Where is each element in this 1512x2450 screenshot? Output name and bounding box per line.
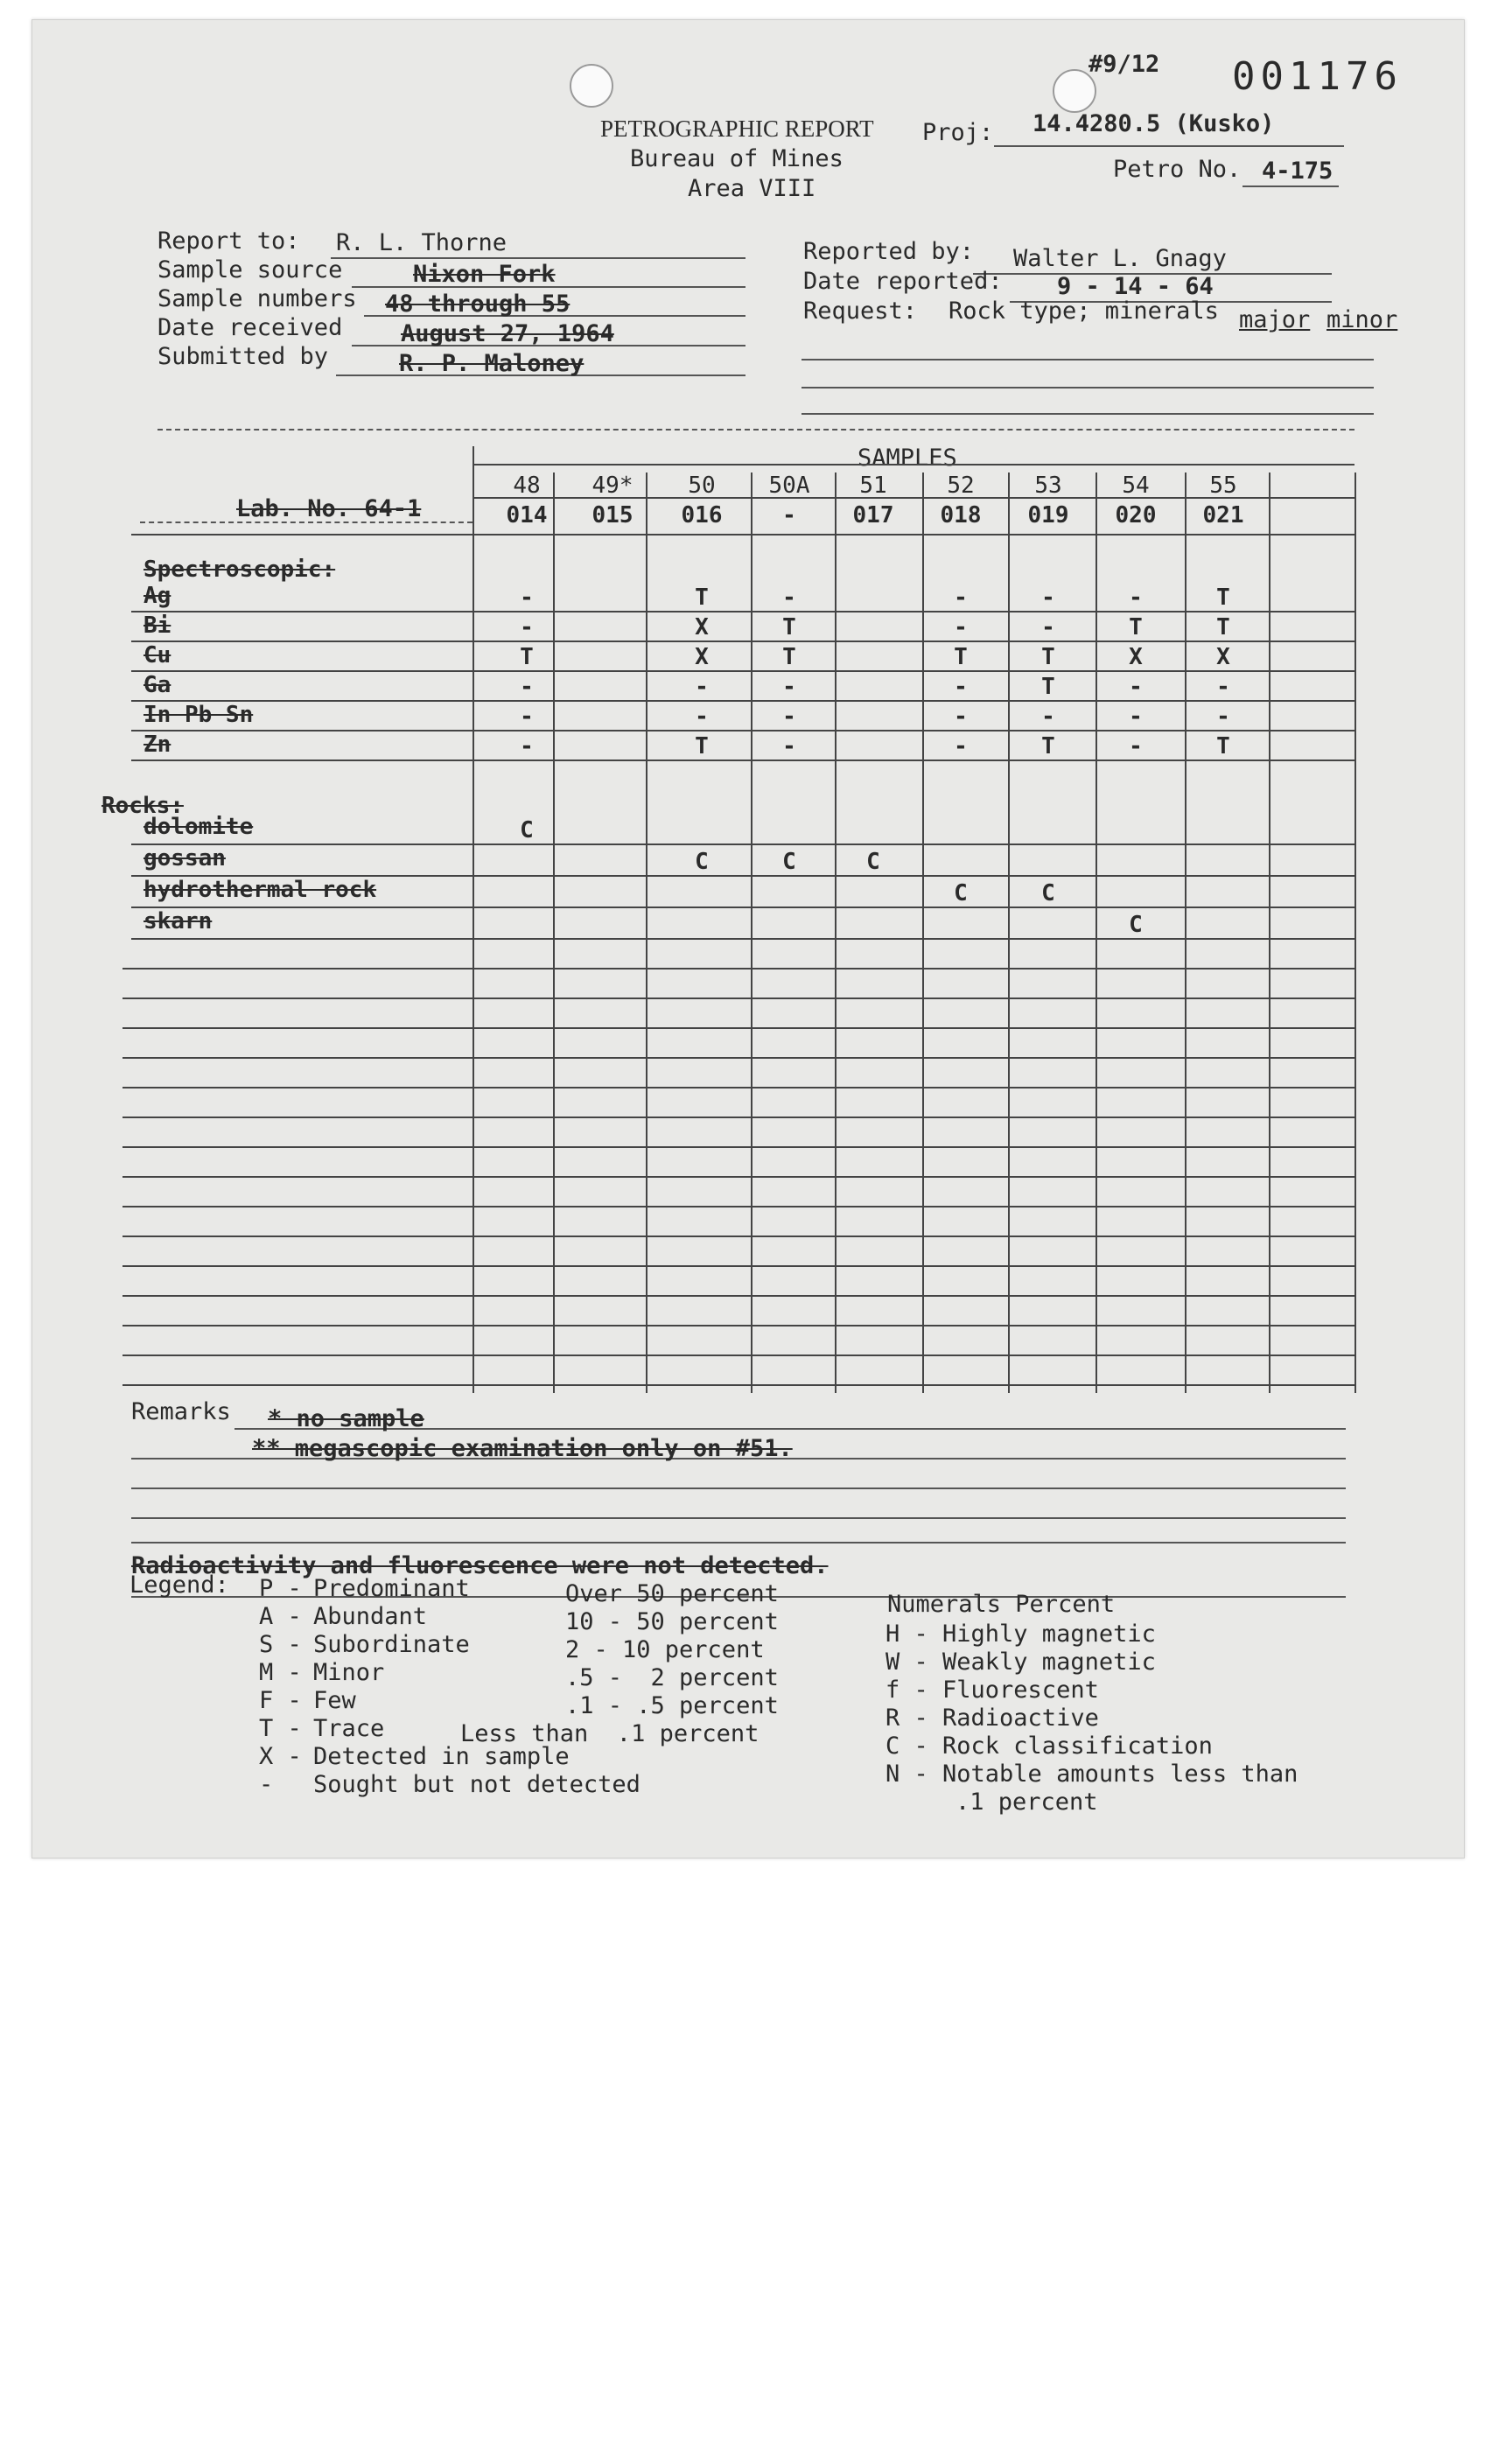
table-cell: C — [520, 817, 534, 844]
date-reported-value: 9 - 14 - 64 — [1057, 273, 1214, 300]
table-row-line — [122, 1325, 1354, 1326]
report-to-value: R. L. Thorne — [336, 229, 508, 256]
request-label: Request: — [803, 298, 918, 325]
table-row-line — [131, 670, 1354, 672]
table-cell: - — [1129, 584, 1143, 611]
table-cell: T — [1041, 674, 1055, 700]
spectro-row-label: In Pb Sn — [144, 702, 254, 728]
document-number: 001176 — [1232, 54, 1403, 99]
report-title: PETROGRAPHIC REPORT — [600, 116, 874, 142]
table-row-line — [122, 998, 1354, 999]
table-cell: - — [520, 674, 534, 700]
column-lab-number: 019 — [1027, 502, 1069, 528]
table-cell: - — [954, 614, 968, 640]
remark-line-3: Radioactivity and fluorescence were not detected. — [131, 1552, 829, 1579]
rock-row-label: dolomite — [144, 814, 254, 840]
table-cell: X — [695, 614, 709, 640]
legend-right-item: f - Fluorescent — [886, 1676, 1099, 1704]
table-cell: X — [695, 644, 709, 670]
request-value: Rock type; minerals — [948, 298, 1219, 325]
legend-range: 10 - 50 percent — [565, 1608, 779, 1635]
table-cell: X — [1129, 644, 1143, 670]
table-cell: T — [695, 733, 709, 760]
remark-line-1: * no sample — [268, 1405, 424, 1432]
legend-name: Few — [313, 1687, 356, 1714]
legend-name: Predominant — [313, 1575, 470, 1602]
table-cell: - — [1041, 584, 1055, 611]
table-cell: C — [1041, 880, 1055, 906]
legend-name: Minor — [313, 1659, 385, 1686]
table-cell: - — [782, 674, 796, 700]
table-cell: T — [954, 644, 968, 670]
table-cell: - — [782, 584, 796, 611]
report-to-label: Report to: — [158, 228, 300, 255]
table-row-line — [122, 1206, 1354, 1208]
date-reported-label: Date reported: — [803, 268, 1003, 295]
table-cell: - — [695, 704, 709, 730]
submitted-label: Submitted by — [158, 343, 329, 370]
table-cell: - — [520, 614, 534, 640]
table-cell: T — [695, 584, 709, 611]
column-sample-number: 51 — [859, 472, 887, 499]
column-lab-number: 021 — [1202, 502, 1244, 528]
table-row-line — [122, 1057, 1354, 1059]
table-cell: - — [954, 733, 968, 760]
table-cell: - — [782, 704, 796, 730]
legend-name: Sought but not detected — [313, 1771, 640, 1798]
table-cell: - — [954, 704, 968, 730]
table-cell: T — [782, 614, 796, 640]
column-lab-number: 015 — [592, 502, 634, 528]
table-cell: - — [1216, 704, 1230, 730]
table-row-line — [122, 1027, 1354, 1029]
rock-row-label: gossan — [144, 845, 226, 872]
table-cell: - — [1216, 674, 1230, 700]
column-sample-number: 54 — [1122, 472, 1150, 499]
legend-name: Subordinate — [313, 1631, 470, 1658]
numbers-value: 48 through 55 — [385, 290, 570, 318]
rock-row-label: hydrothermal rock — [144, 877, 377, 903]
table-row-line — [131, 640, 1354, 642]
legend-range: .1 - .5 percent — [565, 1692, 779, 1719]
reported-by-label: Reported by: — [803, 238, 975, 265]
table-cell: T — [1129, 614, 1143, 640]
table-row-line — [122, 1087, 1354, 1088]
legend-name: Detected in sample — [313, 1743, 570, 1770]
spectro-row-label: Ag — [144, 583, 172, 609]
table-cell: C — [695, 849, 709, 875]
remarks-label: Remarks — [131, 1398, 231, 1425]
table-cell: T — [1216, 614, 1230, 640]
source-value: Nixon Fork — [413, 261, 556, 288]
table-cell: X — [1216, 644, 1230, 670]
spectro-row-label: Bi — [144, 612, 172, 639]
legend-range: Less than .1 percent — [460, 1720, 760, 1747]
table-row-line — [131, 534, 1354, 536]
table-cell: C — [782, 849, 796, 875]
spectro-row-label: Cu — [144, 642, 172, 668]
legend-right-item: W - Weakly magnetic — [886, 1648, 1156, 1676]
table-cell: T — [782, 644, 796, 670]
legend-name: Trace — [313, 1715, 385, 1742]
table-row-line — [122, 1354, 1354, 1356]
legend-code: F - — [259, 1687, 302, 1714]
source-label: Sample source — [158, 256, 343, 284]
table-cell: T — [1216, 584, 1230, 611]
legend-code: S - — [259, 1631, 302, 1658]
legend-code: M - — [259, 1659, 302, 1686]
legend-code: A - — [259, 1603, 302, 1630]
table-cell: - — [954, 674, 968, 700]
proj-label: Proj: — [922, 119, 994, 146]
legend-range: Over 50 percent — [565, 1580, 779, 1607]
lab-number-label: Lab. No. 64-1 — [236, 495, 422, 522]
legend-right-item: R - Radioactive — [886, 1704, 1099, 1732]
column-sample-number: 53 — [1034, 472, 1062, 499]
table-cell: - — [1041, 704, 1055, 730]
table-cell: - — [1129, 704, 1143, 730]
table-row-line — [122, 1384, 1354, 1386]
table-row-line — [122, 1176, 1354, 1178]
table-row-line — [122, 968, 1354, 970]
legend-name: Abundant — [313, 1603, 428, 1630]
spectroscopic-label: Spectroscopic: — [144, 556, 336, 583]
proj-value: 14.4280.5 (Kusko) — [1032, 110, 1275, 137]
legend-right-item: H - Highly magnetic — [886, 1620, 1156, 1648]
table-column-line — [1354, 472, 1356, 1393]
column-sample-number: 50 — [688, 472, 716, 499]
punch-hole-left — [570, 64, 613, 108]
table-cell: - — [520, 704, 534, 730]
folder-number: #9/12 — [1088, 51, 1160, 78]
column-lab-number: 018 — [940, 502, 982, 528]
table-row-line — [131, 938, 1354, 940]
table-cell: T — [1041, 733, 1055, 760]
table-row-line — [131, 844, 1354, 845]
table-row-line — [122, 1295, 1354, 1297]
column-lab-number: 014 — [506, 502, 548, 528]
column-sample-number: 52 — [947, 472, 975, 499]
table-row-line — [122, 1265, 1354, 1267]
legend-code: X - — [259, 1743, 302, 1770]
legend-range: .5 - 2 percent — [565, 1664, 779, 1691]
table-row-line — [131, 906, 1354, 908]
table-cell: T — [520, 644, 534, 670]
table-cell: C — [954, 880, 968, 906]
legend-right-item: C - Rock classification — [886, 1732, 1213, 1760]
table-row-line — [131, 700, 1354, 702]
rocks-label: Rocks: — [102, 793, 184, 819]
column-lab-number: 017 — [852, 502, 894, 528]
column-sample-number: 49* — [592, 472, 634, 499]
column-lab-number: - — [782, 502, 796, 528]
table-row-line — [131, 611, 1354, 612]
table-row-line — [122, 1116, 1354, 1118]
legend-code: T - — [259, 1715, 302, 1742]
table-cell: - — [1129, 674, 1143, 700]
rock-row-label: skarn — [144, 908, 213, 934]
legend-right-title: Numerals Percent — [887, 1591, 1116, 1618]
table-row-line — [122, 1236, 1354, 1237]
legend-code: P - — [259, 1575, 302, 1602]
petro-label: Petro No. — [1113, 156, 1242, 183]
samples-label: SAMPLES — [858, 444, 957, 472]
numbers-label: Sample numbers — [158, 285, 357, 312]
column-lab-number: 016 — [681, 502, 723, 528]
received-value: August 27, 1964 — [401, 320, 614, 347]
legend-code: - — [259, 1771, 274, 1798]
table-top-line — [472, 464, 1354, 466]
table-cell: - — [1129, 733, 1143, 760]
table-column-line — [472, 446, 474, 1393]
request-major: major — [1239, 306, 1311, 333]
spectro-row-label: Ga — [144, 672, 172, 698]
table-cell: C — [1129, 912, 1143, 938]
table-row-line — [131, 730, 1354, 732]
table-cell: T — [1041, 644, 1055, 670]
legend-label: Legend: — [130, 1572, 229, 1599]
column-sample-number: 55 — [1209, 472, 1237, 499]
table-row-line — [122, 1146, 1354, 1148]
table-cell: C — [866, 849, 880, 875]
column-sample-number: 48 — [513, 472, 541, 499]
table-cell: - — [695, 674, 709, 700]
table-row-line — [131, 760, 1354, 761]
table-header-line — [472, 497, 1354, 499]
petro-value: 4-175 — [1262, 158, 1334, 185]
legend-right-item: N - Notable amounts less than — [886, 1760, 1298, 1788]
legend-right-item: .1 percent — [956, 1788, 1098, 1816]
legend-range: 2 - 10 percent — [565, 1636, 765, 1663]
area-name: Area VIII — [688, 175, 816, 202]
submitted-value: R. P. Maloney — [399, 350, 584, 377]
table-cell: T — [1216, 733, 1230, 760]
column-sample-number: 50A — [768, 472, 810, 499]
received-label: Date received — [158, 314, 343, 341]
column-lab-number: 020 — [1115, 502, 1157, 528]
request-minor: minor — [1326, 306, 1398, 333]
table-cell: - — [520, 733, 534, 760]
table-cell: - — [954, 584, 968, 611]
table-cell: - — [520, 584, 534, 611]
reported-by-value: Walter L. Gnagy — [1013, 245, 1227, 272]
spectro-row-label: Zn — [144, 732, 172, 758]
remark-line-2: ** megascopic examination only on #51. — [252, 1435, 793, 1462]
table-cell: - — [1041, 614, 1055, 640]
table-cell: - — [782, 733, 796, 760]
org-name: Bureau of Mines — [630, 145, 844, 172]
